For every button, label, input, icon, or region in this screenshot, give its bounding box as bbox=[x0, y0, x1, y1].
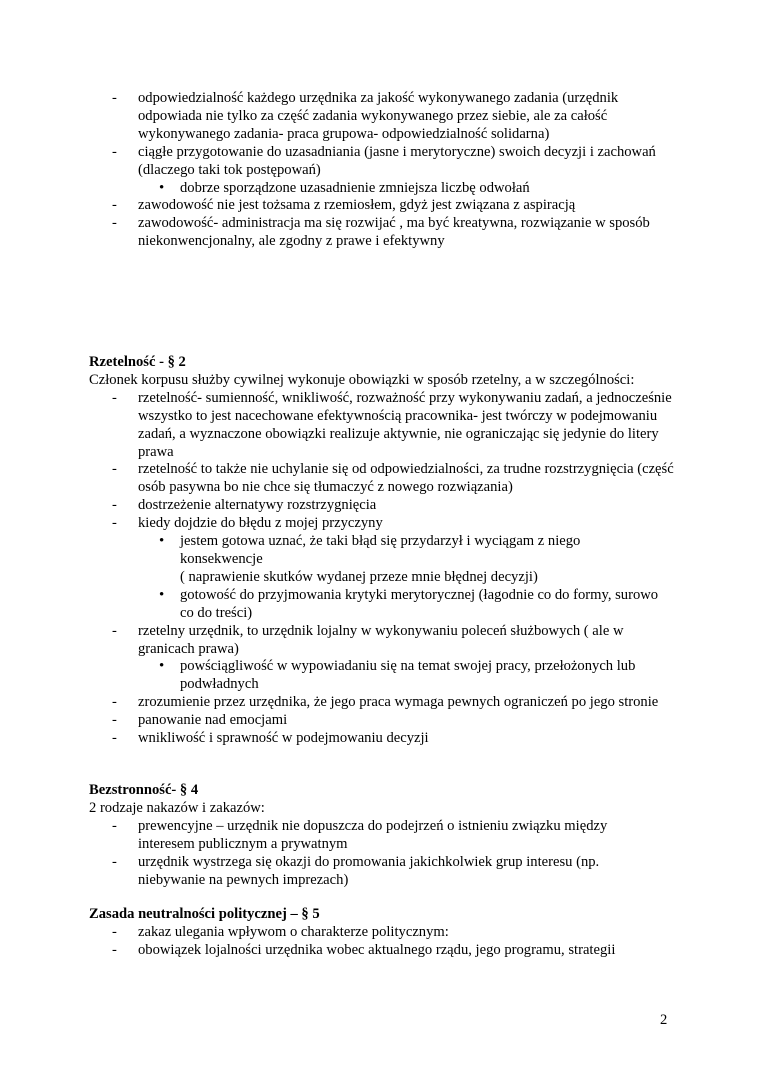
section-list bbox=[112, 390, 689, 748]
list-item: - zawodowość- administracja ma się rozwijać , ma być kreatywna, rozwiązanie w sposób niekonwencjonalny, ale zgodny z prawe i efektywny bbox=[112, 215, 668, 251]
section-rzetelnosc bbox=[89, 354, 689, 748]
page-number: 2 bbox=[660, 1012, 668, 1028]
bullet-item: • dobrze sporządzone uzasadnienie zmniejsza liczbę odwołań bbox=[159, 180, 672, 198]
list-item: - urzędnik wystrzega się okazji do promowania jakichkolwiek grup interesu (np. niebywanie na pewnych imprezach) bbox=[112, 854, 668, 890]
bullet-text: • jestem gotowa uznać, że taki błąd się przydarzył i wyciągam z niego konsekwencje bbox=[180, 533, 581, 567]
section-list bbox=[112, 924, 689, 960]
section-heading: Rzetelność - § 2 bbox=[89, 354, 186, 370]
list-item: - zrozumienie przez urzędnika, że jego praca wymaga pewnych ograniczeń po jego stronie bbox=[112, 694, 668, 712]
list-item: - zakaz ulegania wpływom o charakterze politycznym: bbox=[112, 924, 689, 942]
section-intro: 2 rodzaje nakazów i zakazów: bbox=[89, 799, 265, 816]
list-item: - rzetelność- sumienność, wnikliwość, rozważność przy wykonywaniu zadań, a jednocześnie wszystko to jest nacechowane efektywnością pracownika- jest twórczy w podejmowaniu zadań, a wyznaczone obowiązki realizuje aktywnie, nie ograniczając się jedynie do litery prawa bbox=[112, 390, 673, 462]
list-item: - obowiązek lojalności urzędnika wobec aktualnego rządu, jego programu, strategii bbox=[112, 942, 689, 960]
section-intro: Członek korpusu służby cywilnej wykonuje obowiązki w sposób rzetelny, a w szczególności: bbox=[89, 371, 635, 388]
list-item: - dostrzeżenie alternatywy rozstrzygnięcia bbox=[112, 497, 689, 515]
list-item: - rzetelność to także nie uchylanie się od odpowiedzialności, za trudne rozstrzygnięcia (część osób pasywna bo nie chce się tłumaczyć z nowego rozwiązania) bbox=[112, 461, 683, 497]
list-item: - odpowiedzialność każdego urzędnika za jakość wykonywanego zadania (urzędnik odpowiada nie tylko za część zadania wykonywanego przez siebie, ale za całość wykonywanego zadania- praca grupowa- odpowiedzialność solidarna) bbox=[112, 90, 673, 144]
bullet-note: ( naprawienie skutków wydanej przeze mnie błędnej decyzji) bbox=[180, 568, 538, 585]
section-list bbox=[112, 818, 689, 890]
bullet-item: • gotowość do przyjmowania krytyki merytorycznej (łagodnie co do formy, surowo co do treści) bbox=[159, 587, 660, 623]
section-heading: Bezstronność- § 4 bbox=[89, 782, 199, 798]
section-heading: Zasada neutralności politycznej – § 5 bbox=[89, 906, 320, 922]
list-item: - zawodowość nie jest tożsama z rzemiosłem, gdyż jest związana z aspiracją bbox=[112, 197, 672, 215]
section-bezstronnosc bbox=[89, 782, 689, 889]
bullet-item bbox=[159, 533, 620, 587]
list-item: - rzetelny urzędnik, to urzędnik lojalny w wykonywaniu poleceń służbowych ( ale w granicach prawa) bbox=[112, 623, 668, 659]
section-neutralnosc bbox=[89, 906, 689, 960]
list-item: - panowanie nad emocjami bbox=[112, 712, 689, 730]
top-list bbox=[112, 90, 672, 251]
bullet-item: • powściągliwość w wypowiadaniu się na temat swojej pracy, przełożonych lub podwładnych bbox=[159, 658, 660, 694]
list-item: - kiedy dojdzie do błędu z mojej przyczyny bbox=[112, 515, 689, 533]
list-item: - ciągłe przygotowanie do uzasadniania (jasne i merytoryczne) swoich decyzji i zachowań (dlaczego taki tok postępowań) bbox=[112, 144, 668, 180]
list-item: - wnikliwość i sprawność w podejmowaniu decyzji bbox=[112, 730, 689, 748]
list-item: - prewencyjne – urzędnik nie dopuszcza do podejrzeń o istnieniu związku między interesem publicznym a prywatnym bbox=[112, 818, 658, 854]
